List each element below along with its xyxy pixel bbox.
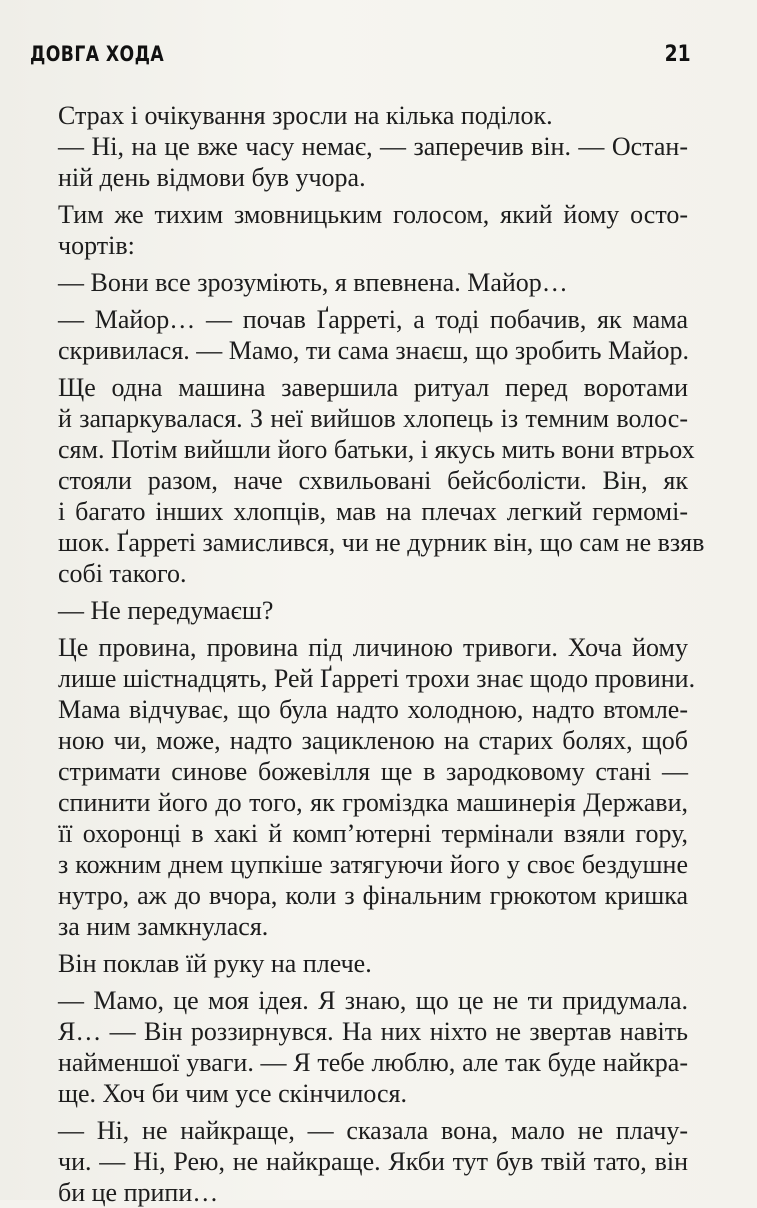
- text-line: і багато інших хлопців, мав на плечах легкий гермомі-: [58, 497, 688, 526]
- text-line: стримати синове божевілля ще в зародковому стані —: [58, 757, 688, 786]
- text-line: за ним замкнулася.: [58, 912, 269, 941]
- text-line: шок. Ґарреті замислився, чи не дурник він, що сам не взяв: [58, 528, 705, 557]
- text-line: сям. Потім вийшли його батьки, і якусь мить вони втрьох: [58, 435, 695, 464]
- text-line: її охоронці в хакі й комп’ютерні термінали взяли гору,: [58, 819, 688, 848]
- text-line: Ще одна машина завершила ритуал перед воротами: [58, 373, 688, 402]
- text-line: — Мамо, це моя ідея. Я знаю, що це не ти придумала.: [58, 986, 688, 1015]
- book-title: ДОВГА ХОДА: [30, 42, 165, 66]
- text-line: Тим же тихим змовницьким голосом, який йому осто-: [58, 200, 688, 229]
- text-line: найменшої уваги. — Я тебе люблю, але так буде найкра-: [58, 1048, 688, 1077]
- text-line: — Ні, на це вже часу немає, — заперечив він. — Остан-: [58, 132, 688, 161]
- text-line: нутро, аж до вчора, коли з фінальним грюкотом кришка: [58, 881, 688, 910]
- text-line: з кожним днем цупкіше затягуючи його у своє бездушне: [58, 850, 688, 879]
- text-line: — Майор… — почав Ґарреті, а тоді побачив, як мама: [58, 305, 688, 334]
- text-line: лише шістнадцять, Рей Ґарреті трохи знає щодо провини.: [58, 664, 696, 693]
- text-line: — Ні, не найкраще, — сказала вона, мало не плачу-: [58, 1116, 688, 1145]
- text-line: — Не передумаєш?: [58, 596, 274, 625]
- text-line: собі такого.: [58, 559, 187, 588]
- body-text: [58, 100, 705, 1208]
- text-line: чи. — Ні, Рею, не найкраще. Якби тут був твій тато, він: [58, 1147, 688, 1176]
- text-line: Він поклав їй руку на плече.: [58, 949, 372, 978]
- text-line: Мама відчуває, що була надто холодною, надто втомле-: [58, 695, 688, 724]
- text-line: ній день відмови був учора.: [58, 163, 366, 192]
- text-line: Я… — Він роззирнувся. На них ніхто не звертав навіть: [58, 1017, 688, 1046]
- page-number: 21: [664, 42, 691, 67]
- text-line: би це припи…: [58, 1178, 219, 1207]
- text-line: скривилася. — Мамо, ти сама знаєш, що зробить Майор.: [58, 336, 690, 365]
- text-line: Це провина, провина під личиною тривоги. Хоча йому: [58, 633, 688, 662]
- text-line: спинити його до того, як громіздка машинерія Держави,: [58, 788, 688, 817]
- text-line: ною чи, може, надто зацикленою на старих болях, щоб: [58, 726, 688, 755]
- text-line: чортів:: [58, 231, 135, 260]
- running-head: [30, 42, 691, 74]
- text-line: стояли разом, наче схвильовані бейсболісти. Він, як: [58, 466, 688, 495]
- text-line: Страх і очікування зросли на кілька поділок.: [58, 101, 553, 130]
- text-line: й запаркувалася. З неї вийшов хлопець із темним волос-: [58, 404, 688, 433]
- text-line: — Вони все зрозуміють, я впевнена. Майор…: [58, 268, 568, 297]
- text-line: ще. Хоч би чим усе скінчилося.: [58, 1079, 408, 1108]
